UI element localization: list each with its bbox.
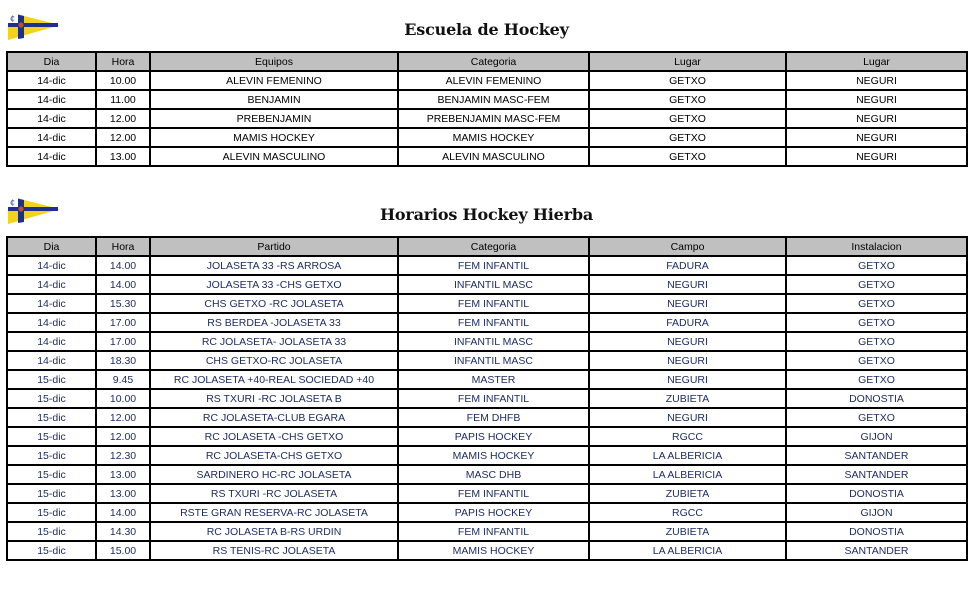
cell-lugar: NEGURI — [589, 332, 786, 351]
column-header-instalacion: Instalacion — [786, 237, 967, 256]
cell-equipos: RC JOLASETA-CLUB EGARA — [150, 408, 398, 427]
cell-equipos: RS TXURI -RC JOLASETA — [150, 484, 398, 503]
cell-categoria: PAPIS HOCKEY — [398, 503, 589, 522]
cell-categoria: ALEVIN MASCULINO — [398, 147, 589, 166]
hierba-schedule-table — [6, 236, 968, 561]
column-header-lugar: Lugar — [589, 52, 786, 71]
cell-dia: 15-dic — [7, 503, 96, 522]
cell-dia: 14-dic — [7, 294, 96, 313]
cell-hora: 14.00 — [96, 503, 150, 522]
cell-lugar2: GETXO — [786, 351, 967, 370]
cell-lugar: ZUBIETA — [589, 522, 786, 541]
column-header-dia: Dia — [7, 237, 96, 256]
table-row — [7, 408, 967, 427]
table-row — [7, 427, 967, 446]
cell-lugar: RGCC — [589, 503, 786, 522]
cell-lugar2: GETXO — [786, 313, 967, 332]
cell-equipos: CHS GETXO -RC JOLASETA — [150, 294, 398, 313]
cell-dia: 14-dic — [7, 332, 96, 351]
cell-categoria: PREBENJAMIN MASC-FEM — [398, 109, 589, 128]
cell-hora: 14.30 — [96, 522, 150, 541]
cell-equipos: ALEVIN MASCULINO — [150, 147, 398, 166]
cell-lugar: NEGURI — [589, 370, 786, 389]
cell-equipos: SARDINERO HC-RC JOLASETA — [150, 465, 398, 484]
table-row — [7, 275, 967, 294]
cell-lugar: ZUBIETA — [589, 389, 786, 408]
cell-equipos: ALEVIN FEMENINO — [150, 71, 398, 90]
cell-hora: 11.00 — [96, 90, 150, 109]
cell-equipos: JOLASETA 33 -CHS GETXO — [150, 275, 398, 294]
cell-categoria: FEM INFANTIL — [398, 389, 589, 408]
cell-dia: 15-dic — [7, 484, 96, 503]
section-title-escuela: Escuela de Hockey — [404, 20, 569, 39]
svg-text:¢: ¢ — [10, 198, 16, 207]
cell-lugar2: SANTANDER — [786, 541, 967, 560]
cell-lugar2: NEGURI — [786, 147, 967, 166]
cell-hora: 13.00 — [96, 465, 150, 484]
cell-equipos: RC JOLASETA-CHS GETXO — [150, 446, 398, 465]
cell-dia: 14-dic — [7, 313, 96, 332]
column-header-lugar: Lugar — [786, 52, 967, 71]
table-row — [7, 313, 967, 332]
cell-hora: 10.00 — [96, 71, 150, 90]
cell-hora: 9.45 — [96, 370, 150, 389]
cell-lugar2: DONOSTIA — [786, 389, 967, 408]
column-header-categoria: Categoria — [398, 52, 589, 71]
cell-categoria: MASC DHB — [398, 465, 589, 484]
cell-equipos: RC JOLASETA -CHS GETXO — [150, 427, 398, 446]
cell-hora: 17.00 — [96, 332, 150, 351]
cell-dia: 15-dic — [7, 465, 96, 484]
cell-hora: 12.00 — [96, 408, 150, 427]
cell-lugar2: DONOSTIA — [786, 484, 967, 503]
table-row — [7, 484, 967, 503]
cell-equipos: RSTE GRAN RESERVA-RC JOLASETA — [150, 503, 398, 522]
cell-hora: 12.30 — [96, 446, 150, 465]
cell-lugar: ZUBIETA — [589, 484, 786, 503]
table-row — [7, 370, 967, 389]
cell-hora: 14.00 — [96, 275, 150, 294]
column-header-campo: Campo — [589, 237, 786, 256]
cell-categoria: MAMIS HOCKEY — [398, 446, 589, 465]
cell-lugar: GETXO — [589, 109, 786, 128]
cell-lugar: GETXO — [589, 90, 786, 109]
table-row — [7, 256, 967, 275]
cell-equipos: JOLASETA 33 -RS ARROSA — [150, 256, 398, 275]
cell-lugar: FADURA — [589, 313, 786, 332]
cell-dia: 14-dic — [7, 109, 96, 128]
cell-dia: 14-dic — [7, 256, 96, 275]
cell-dia: 14-dic — [7, 90, 96, 109]
cell-categoria: INFANTIL MASC — [398, 275, 589, 294]
cell-equipos: PREBENJAMIN — [150, 109, 398, 128]
cell-lugar2: NEGURI — [786, 90, 967, 109]
table-row — [7, 128, 967, 147]
cell-equipos: RC JOLASETA +40-REAL SOCIEDAD +40 — [150, 370, 398, 389]
cell-hora: 10.00 — [96, 389, 150, 408]
cell-hora: 15.00 — [96, 541, 150, 560]
table-row — [7, 541, 967, 560]
cell-lugar2: GETXO — [786, 332, 967, 351]
column-header-categoria: Categoria — [398, 237, 589, 256]
cell-hora: 12.00 — [96, 109, 150, 128]
table-header-row — [7, 52, 967, 71]
cell-lugar2: GETXO — [786, 275, 967, 294]
table-row — [7, 389, 967, 408]
cell-equipos: RS TENIS-RC JOLASETA — [150, 541, 398, 560]
cell-lugar: NEGURI — [589, 275, 786, 294]
cell-dia: 14-dic — [7, 351, 96, 370]
column-header-hora: Hora — [96, 52, 150, 71]
cell-categoria: FEM INFANTIL — [398, 294, 589, 313]
cell-hora: 12.00 — [96, 427, 150, 446]
cell-hora: 14.00 — [96, 256, 150, 275]
cell-categoria: FEM INFANTIL — [398, 484, 589, 503]
cell-lugar: GETXO — [589, 128, 786, 147]
cell-dia: 14-dic — [7, 147, 96, 166]
cell-dia: 14-dic — [7, 128, 96, 147]
table-header-row — [7, 237, 967, 256]
cell-lugar: NEGURI — [589, 408, 786, 427]
escuela-schedule-table — [6, 51, 968, 167]
table-row — [7, 446, 967, 465]
cell-hora: 12.00 — [96, 128, 150, 147]
cell-categoria: MAMIS HOCKEY — [398, 128, 589, 147]
cell-lugar2: NEGURI — [786, 109, 967, 128]
cell-lugar: GETXO — [589, 71, 786, 90]
cell-lugar2: NEGURI — [786, 71, 967, 90]
table-row — [7, 351, 967, 370]
table-row — [7, 465, 967, 484]
column-header-dia: Dia — [7, 52, 96, 71]
cell-dia: 15-dic — [7, 389, 96, 408]
table-row — [7, 294, 967, 313]
cell-categoria: FEM INFANTIL — [398, 256, 589, 275]
cell-dia: 14-dic — [7, 275, 96, 294]
column-header-partido: Partido — [150, 237, 398, 256]
cell-dia: 15-dic — [7, 541, 96, 560]
cell-categoria: FEM INFANTIL — [398, 522, 589, 541]
cell-lugar2: DONOSTIA — [786, 522, 967, 541]
cell-hora: 15.30 — [96, 294, 150, 313]
cell-categoria: MAMIS HOCKEY — [398, 541, 589, 560]
cell-categoria: FEM INFANTIL — [398, 313, 589, 332]
cell-dia: 15-dic — [7, 408, 96, 427]
cell-equipos: RC JOLASETA B-RS URDIN — [150, 522, 398, 541]
cell-lugar2: GETXO — [786, 370, 967, 389]
table-row — [7, 332, 967, 351]
cell-dia: 14-dic — [7, 71, 96, 90]
cell-lugar2: GIJON — [786, 503, 967, 522]
column-header-equipos: Equipos — [150, 52, 398, 71]
cell-lugar2: SANTANDER — [786, 465, 967, 484]
cell-equipos: RC JOLASETA- JOLASETA 33 — [150, 332, 398, 351]
cell-equipos: MAMIS HOCKEY — [150, 128, 398, 147]
cell-hora: 13.00 — [96, 147, 150, 166]
cell-lugar: LA ALBERICIA — [589, 465, 786, 484]
cell-lugar2: GETXO — [786, 256, 967, 275]
cell-lugar2: GIJON — [786, 427, 967, 446]
cell-hora: 13.00 — [96, 484, 150, 503]
cell-hora: 18.30 — [96, 351, 150, 370]
table-row — [7, 147, 967, 166]
table-row — [7, 503, 967, 522]
cell-lugar: NEGURI — [589, 351, 786, 370]
table-row — [7, 71, 967, 90]
cell-equipos: RS TXURI -RC JOLASETA B — [150, 389, 398, 408]
cell-lugar: LA ALBERICIA — [589, 541, 786, 560]
cell-dia: 15-dic — [7, 370, 96, 389]
section-title-horarios: Horarios Hockey Hierba — [380, 205, 593, 224]
cell-equipos: RS BERDEA -JOLASETA 33 — [150, 313, 398, 332]
table-row — [7, 109, 967, 128]
cell-lugar: NEGURI — [589, 294, 786, 313]
cell-lugar: RGCC — [589, 427, 786, 446]
cell-dia: 15-dic — [7, 522, 96, 541]
cell-categoria: INFANTIL MASC — [398, 351, 589, 370]
cell-categoria: BENJAMIN MASC-FEM — [398, 90, 589, 109]
cell-hora: 17.00 — [96, 313, 150, 332]
cell-lugar2: SANTANDER — [786, 446, 967, 465]
svg-text:¢: ¢ — [10, 14, 16, 23]
cell-categoria: ALEVIN FEMENINO — [398, 71, 589, 90]
cell-lugar2: NEGURI — [786, 128, 967, 147]
cell-lugar2: GETXO — [786, 408, 967, 427]
cell-categoria: MASTER — [398, 370, 589, 389]
cell-lugar2: GETXO — [786, 294, 967, 313]
table-row — [7, 522, 967, 541]
cell-categoria: PAPIS HOCKEY — [398, 427, 589, 446]
cell-lugar: FADURA — [589, 256, 786, 275]
column-header-hora: Hora — [96, 237, 150, 256]
table-row — [7, 90, 967, 109]
cell-dia: 15-dic — [7, 446, 96, 465]
cell-equipos: BENJAMIN — [150, 90, 398, 109]
cell-lugar: LA ALBERICIA — [589, 446, 786, 465]
cell-lugar: GETXO — [589, 147, 786, 166]
cell-equipos: CHS GETXO-RC JOLASETA — [150, 351, 398, 370]
cell-dia: 15-dic — [7, 427, 96, 446]
cell-categoria: INFANTIL MASC — [398, 332, 589, 351]
cell-categoria: FEM DHFB — [398, 408, 589, 427]
